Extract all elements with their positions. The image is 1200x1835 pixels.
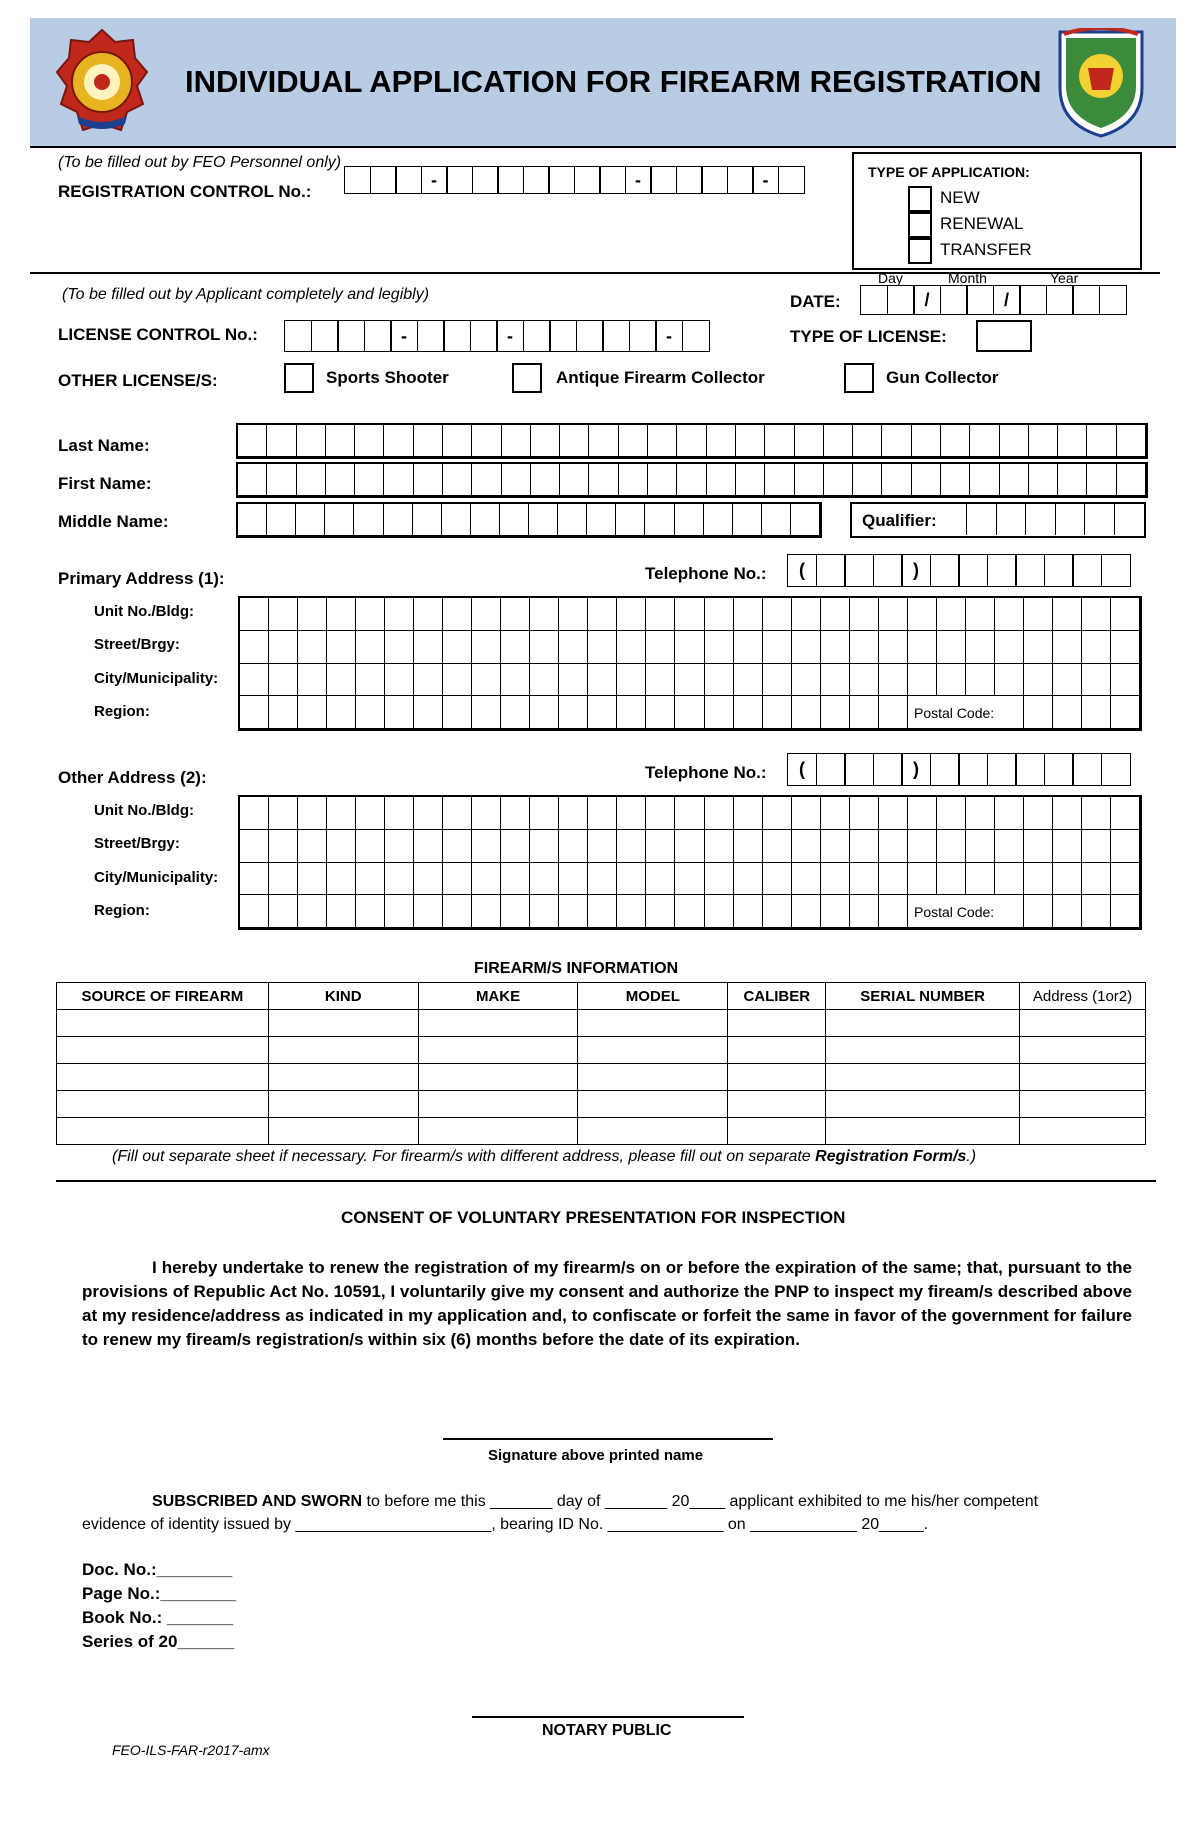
address1-region-label: Region: bbox=[94, 703, 150, 720]
notary-label: NOTARY PUBLIC bbox=[542, 1722, 672, 1739]
reg-control-boxes[interactable]: - - - bbox=[344, 166, 803, 194]
license-control-boxes[interactable]: - - - bbox=[284, 320, 708, 352]
col-source: SOURCE OF FIREARM bbox=[57, 983, 269, 1010]
oath-line-1: SUBSCRIBED AND SWORN to before me this _______ day of _______ 20____ applicant exhibited to me his/her competent bbox=[152, 1493, 1039, 1510]
address2-city-label: City/Municipality: bbox=[94, 869, 219, 886]
date-boxes[interactable]: / / bbox=[860, 285, 1125, 315]
middle-name-label: Middle Name: bbox=[58, 512, 169, 531]
antique-collector-checkbox[interactable] bbox=[512, 363, 542, 393]
page-no: Page No.:________ bbox=[82, 1584, 237, 1603]
firearms-rule bbox=[56, 1180, 1156, 1182]
type-of-application-title: TYPE OF APPLICATION: bbox=[868, 164, 1030, 180]
type-of-application-box bbox=[852, 152, 1142, 270]
col-address: Address (1or2) bbox=[1020, 983, 1146, 1010]
col-kind: KIND bbox=[268, 983, 418, 1010]
table-row[interactable] bbox=[57, 1064, 1146, 1091]
address1-postal-label: Postal Code: bbox=[914, 705, 995, 721]
section-rule bbox=[30, 272, 1160, 274]
notary-line[interactable] bbox=[472, 1716, 744, 1718]
address2-grid[interactable] bbox=[238, 795, 1142, 930]
address1-telephone-boxes[interactable]: ( ) bbox=[787, 554, 1129, 587]
applicant-note: (To be filled out by Applicant completely and legibly) bbox=[62, 286, 430, 303]
oath-line-2: evidence of identity issued by ______________________, bearing ID No. _____________ on ____________ 20_____. bbox=[82, 1516, 929, 1533]
consent-title: CONSENT OF VOLUNTARY PRESENTATION FOR INSPECTION bbox=[341, 1208, 846, 1227]
date-month-label: Month bbox=[948, 270, 987, 286]
type-of-license-box[interactable] bbox=[976, 320, 1032, 352]
sports-shooter-checkbox[interactable] bbox=[284, 363, 314, 393]
license-control-label: LICENSE CONTROL No.: bbox=[58, 325, 258, 344]
sports-shooter-label: Sports Shooter bbox=[326, 368, 449, 387]
address2-telephone-boxes[interactable]: ( ) bbox=[787, 753, 1129, 786]
renewal-label: RENEWAL bbox=[940, 214, 1024, 233]
address1-title: Primary Address (1): bbox=[58, 569, 225, 588]
date-year-label: Year bbox=[1050, 270, 1079, 286]
gun-collector-checkbox[interactable] bbox=[844, 363, 874, 393]
address2-street-label: Street/Brgy: bbox=[94, 835, 180, 852]
table-row[interactable] bbox=[57, 1010, 1146, 1037]
address2-unit-label: Unit No./Bldg: bbox=[94, 802, 194, 819]
series-no: Series of 20______ bbox=[82, 1632, 235, 1651]
renewal-checkbox[interactable] bbox=[908, 212, 932, 238]
other-licenses-label: OTHER LICENSE/S: bbox=[58, 371, 218, 390]
col-serial: SERIAL NUMBER bbox=[826, 983, 1020, 1010]
header-rule bbox=[30, 146, 1176, 148]
footer-code: FEO-ILS-FAR-r2017-amx bbox=[112, 1742, 270, 1758]
feo-logo bbox=[1054, 28, 1148, 140]
first-name-boxes[interactable] bbox=[236, 462, 1148, 498]
transfer-checkbox[interactable] bbox=[908, 238, 932, 264]
new-label: NEW bbox=[940, 188, 980, 207]
signature-label: Signature above printed name bbox=[488, 1447, 704, 1464]
antique-collector-label: Antique Firearm Collector bbox=[556, 368, 765, 387]
first-name-label: First Name: bbox=[58, 474, 152, 493]
address1-street-label: Street/Brgy: bbox=[94, 636, 180, 653]
signature-line[interactable] bbox=[443, 1438, 773, 1440]
middle-name-boxes[interactable] bbox=[236, 502, 822, 538]
doc-no: Doc. No.:________ bbox=[82, 1560, 233, 1579]
table-row[interactable] bbox=[57, 1091, 1146, 1118]
address1-grid[interactable] bbox=[238, 596, 1142, 731]
consent-text: I hereby undertake to renew the registration of my firearm/s on or before the expiration of the same; that, pursuant to the provisions of Republic Act No. 10591, I voluntarily give my consent and authorize the PNP to inspect my fiream/s described above at my residence/address as indicated in my application and, to confiscate or forfeit the same in favor of the government for failure to renew my fiream/s registration/s within six (6) months before the date of its expiration. bbox=[82, 1258, 1132, 1349]
qualifier-boxes[interactable] bbox=[966, 504, 1143, 535]
type-of-license-label: TYPE OF LICENSE: bbox=[790, 327, 947, 346]
address2-telephone-label: Telephone No.: bbox=[645, 763, 767, 782]
address1-telephone-label: Telephone No.: bbox=[645, 564, 767, 583]
col-make: MAKE bbox=[418, 983, 578, 1010]
col-model: MODEL bbox=[578, 983, 728, 1010]
address2-region-label: Region: bbox=[94, 902, 150, 919]
table-row[interactable] bbox=[57, 1118, 1146, 1145]
address1-city-label: City/Municipality: bbox=[94, 670, 219, 687]
firearms-table bbox=[56, 982, 1146, 1145]
date-day-label: Day bbox=[878, 270, 903, 286]
firearms-title: FIREARM/S INFORMATION bbox=[474, 960, 679, 977]
address2-title: Other Address (2): bbox=[58, 768, 207, 787]
qualifier-label: Qualifier: bbox=[862, 511, 937, 530]
feo-note: (To be filled out by FEO Personnel only) bbox=[58, 154, 342, 171]
last-name-label: Last Name: bbox=[58, 436, 150, 455]
book-no: Book No.: _______ bbox=[82, 1608, 234, 1627]
gun-collector-label: Gun Collector bbox=[886, 368, 999, 387]
last-name-boxes[interactable] bbox=[236, 423, 1148, 459]
pnp-logo bbox=[55, 28, 149, 140]
col-caliber: CALIBER bbox=[728, 983, 826, 1010]
date-label: DATE: bbox=[790, 292, 841, 311]
address2-postal-label: Postal Code: bbox=[914, 904, 995, 920]
firearms-header-row bbox=[57, 983, 1146, 1010]
oath-block bbox=[82, 1490, 1132, 1536]
new-checkbox[interactable] bbox=[908, 186, 932, 212]
transfer-label: TRANSFER bbox=[940, 240, 1032, 259]
firearms-note: (Fill out separate sheet if necessary. For firearm/s with different address, please fill out on separate Registration Form/s.) bbox=[112, 1148, 977, 1165]
qualifier-field bbox=[850, 502, 1146, 538]
table-row[interactable] bbox=[57, 1037, 1146, 1064]
form-title: INDIVIDUAL APPLICATION FOR FIREARM REGISTRATION bbox=[185, 64, 1042, 99]
address1-unit-label: Unit No./Bldg: bbox=[94, 603, 194, 620]
reg-control-label: REGISTRATION CONTROL No.: bbox=[58, 182, 312, 201]
